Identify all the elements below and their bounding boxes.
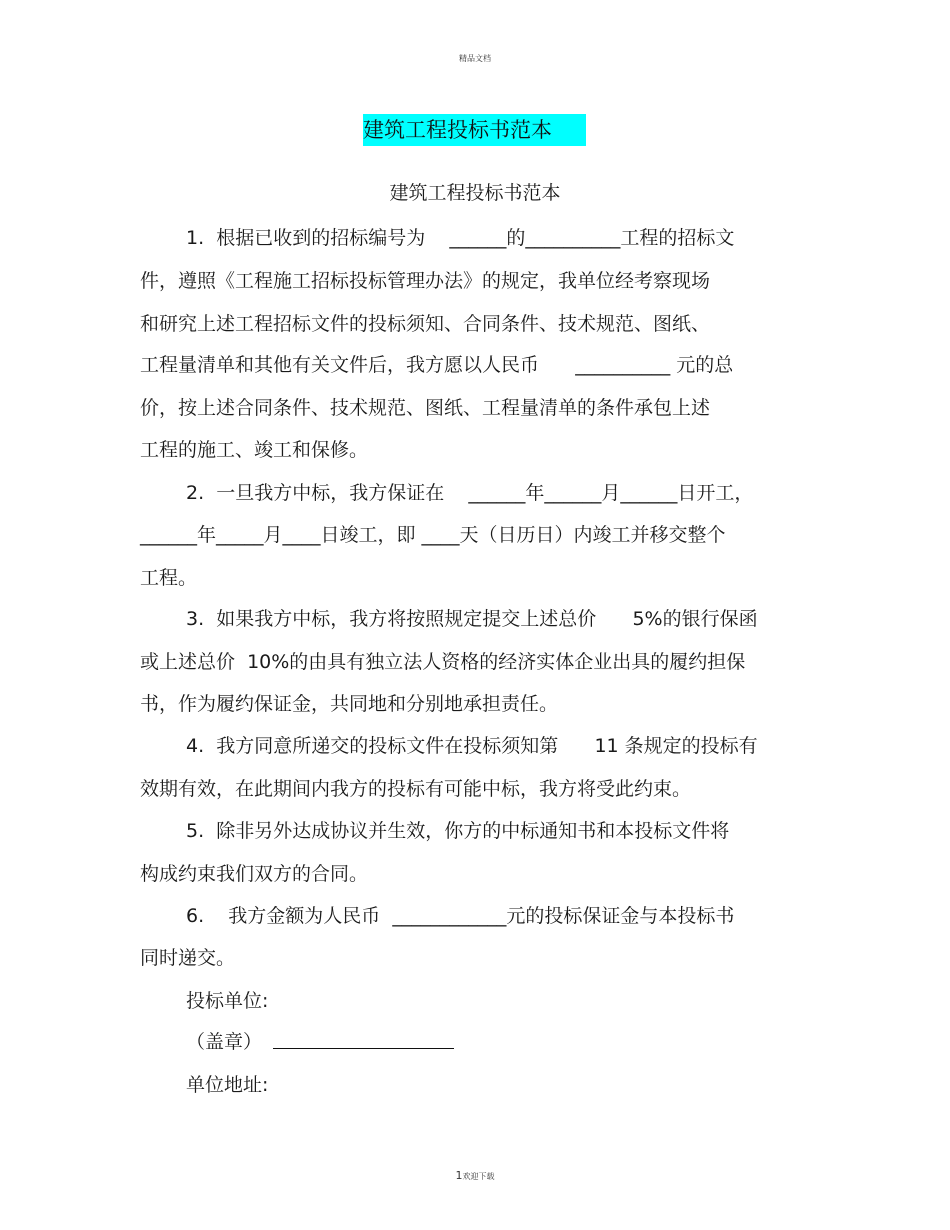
paragraph-line: 同时递交。 xyxy=(140,947,236,969)
paragraph-line: 工程量清单和其他有关文件后，我方愿以人民币 __________ 元的总 xyxy=(140,354,734,376)
page-number: 1 xyxy=(455,1169,463,1182)
address-label: 单位地址: xyxy=(186,1074,269,1096)
paragraph-line: 和研究上述工程招标文件的投标须知、合同条件、技术规范、图纸、 xyxy=(140,313,711,335)
paragraph-line: 构成约束我们双方的合同。 xyxy=(140,863,369,885)
paragraph-line: ______年_____月____日竣工，即 ____天（日历日）内竣工并移交整个 xyxy=(140,524,726,546)
footer-note: 欢迎下载 xyxy=(462,1172,495,1181)
seal-signature-line xyxy=(273,1048,454,1049)
document-subtitle: 建筑工程投标书范本 xyxy=(389,182,561,204)
paragraph-line: 2. 一旦我方中标，我方保证在 ______年______月______日开工， xyxy=(186,482,754,504)
paragraph-line: 1. 根据已收到的招标编号为 ______的__________工程的招标文 xyxy=(186,227,735,249)
page-footer xyxy=(0,1169,950,1182)
paragraph-line: 或上述总价 10%的由具有独立法人资格的经济实体企业出具的履约担保 xyxy=(140,651,746,673)
paragraph-line: 6. 我方金额为人民币 ____________元的投标保证金与本投标书 xyxy=(186,905,735,927)
seal-label: （盖章） xyxy=(186,1031,263,1053)
paragraph-line: 工程的施工、竣工和保修。 xyxy=(140,439,369,461)
paragraph-line: 件，遵照《工程施工招标投标管理办法》的规定，我单位经考察现场 xyxy=(140,270,711,292)
paragraph-line: 价，按上述合同条件、技术规范、图纸、工程量清单的条件承包上述 xyxy=(140,397,711,419)
bidder-label: 投标单位: xyxy=(186,990,269,1012)
paragraph-line: 3. 如果我方中标，我方将按照规定提交上述总价 5%的银行保函 xyxy=(186,608,758,630)
paragraph-line: 效期有效，在此期间内我方的投标有可能中标，我方将受此约束。 xyxy=(140,778,692,800)
paragraph-line: 书，作为履约保证金，共同地和分别地承担责任。 xyxy=(140,693,559,715)
paragraph-line: 工程。 xyxy=(140,567,198,589)
header-note: 精品文档 xyxy=(459,54,491,63)
document-title: 建筑工程投标书范本 xyxy=(363,114,586,146)
paragraph-line: 5. 除非另外达成协议并生效，你方的中标通知书和本投标文件将 xyxy=(186,820,730,842)
paragraph-line: 4. 我方同意所递交的投标文件在投标须知第 11 条规定的投标有 xyxy=(186,735,758,757)
